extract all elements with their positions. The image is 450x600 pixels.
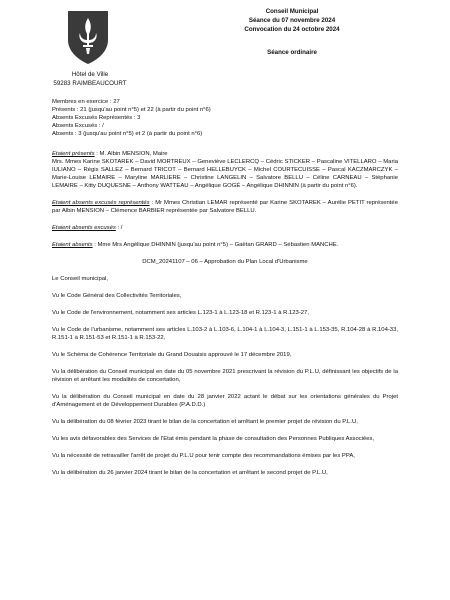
presents-text: : M. Albin MENSION, Maire Mrs. Mmes Karine SKOTAREK – David MORTREUX – Geneviève LECLERCQ – Cédric STICKER – Pascaline VITELLARO – Maria IULIANO – Régis SALLEZ – Bernard TRICOT – Bernard HELLEBUYCK – Michel COURTECUISSE – Pascal KACZMARCZYK – Marie-Louise LEMAIRE – Maryline MARLIERE – Christine LANGELIN – Salvatore BELLU – Céline CARNEAU – Stéphanie LEMAIRE – Kitty DUQUESNE – Anthony WATTEAU – Angélique GOGÉ – Angélique DHINNIN (à partir du point n°6).	[52, 151, 398, 189]
absents-text: : Mme Mrs Angélique DHINNIN (jusqu'au point n°5) – Gaëtan GRARD – Sébastien MANCHE.	[92, 242, 339, 248]
absents-block	[52, 241, 398, 249]
excuses-representes-block	[52, 199, 398, 215]
townhall-address	[50, 70, 130, 88]
absents-label: Etaient absents	[52, 242, 93, 248]
session-header	[232, 7, 352, 57]
town-crest-logo-icon	[67, 10, 109, 65]
paragraph: Vu la délibération du 26 janvier 2024 tirant le bilan de la concertation et arrêtant le second projet de P.L.U,	[52, 470, 328, 476]
paragraph: Vu la délibération du Conseil municipal en date du 05 novembre 2021 prescrivant la révision du P.L.U, définissant les objectifs de la révision et arrêtant les modalités de concertation,	[52, 369, 398, 383]
count-presents: Présents : 21 (jusqu'au point n°5) et 22 (à partir du point n°6)	[52, 107, 211, 113]
session-date: Séance du 07 novembre 2024	[248, 17, 336, 24]
convocation-date: Convocation du 24 octobre 2024	[244, 26, 340, 33]
presents-label: Etaient présents	[52, 151, 95, 157]
count-absents: Absents : 3 (jusqu'au point n°5) et 2 (à partir du point n°6)	[52, 131, 203, 137]
paragraph: Vu le Code de l'environnement, notamment ses articles L.123-1 à L.123-18 et R.123-1 à R.123-27,	[52, 310, 309, 316]
count-membres: Membres en exercice : 27	[52, 99, 120, 105]
session-type: Séance ordinaire	[267, 49, 317, 56]
paragraph: Le Conseil municipal,	[52, 276, 108, 282]
paragraph: Vu les avis défavorables des Services de l'Etat émis pendant la phase de consultation des Personnes Publiques Associées,	[52, 436, 375, 442]
paragraph: Vu la délibération du Conseil municipal en date du 28 janvier 2022 actant le débat sur les orientations générales du Projet d'Aménagement et de Développement Durables (P.A.D.D.)	[52, 394, 398, 408]
excuses-block	[52, 224, 398, 232]
paragraph: Vu la délibération du 08 février 2023 tirant le bilan de la concertation et arrêtant le premier projet de révision du P.L.U,	[52, 419, 358, 425]
paragraph: Vu le Schéma de Cohérence Territoriale du Grand Douaisis approuvé le 17 décembre 2019,	[52, 352, 292, 358]
townhall-name: Hôtel de Ville	[71, 71, 109, 78]
excuses-text: : /	[115, 225, 123, 231]
excuses-representes-text: : Mr Mmes Christian LEMAR représenté par Karine SKOTAREK – Aurélie PETIT représentée par Albin MENSION – Clémence BARBIER représentée par Salvatore BELLU.	[52, 200, 398, 214]
deliberation-title: DCM_20241107 – 06 – Approbation du Plan Local d'Urbanisme	[142, 259, 308, 265]
count-excuses-representes: Absents Excusés Représentés : 3	[52, 115, 141, 121]
count-excuses: Absents Excusés : /	[52, 123, 104, 129]
paragraph: Vu le Code de l'urbanisme, notamment ses articles L.103-2 à L.103-6, L.104-1 à L.104-3, L.151-1 à L.153-35, R.104-28 à R.104-33, R.151-1 à R.151-53 et R.151-1 à R.153-22,	[52, 327, 398, 341]
excuses-representes-label: Etaient absents excusés représentés	[52, 200, 150, 206]
excuses-label: Etaient absents excusés	[52, 225, 116, 231]
paragraph: Vu la nécessité de retravailler l'arrêt de projet du P.L.U pour tenir compte des recommandations émises par les PPA,	[52, 453, 355, 459]
council-title: Conseil Municipal	[265, 8, 319, 15]
townhall-postcode-city: 59283 RAIMBEAUCOURT	[53, 80, 127, 87]
presents-block	[52, 150, 398, 190]
document-body	[52, 98, 398, 477]
paragraph: Vu le Code Général des Collectivités Territoriales,	[52, 293, 182, 299]
